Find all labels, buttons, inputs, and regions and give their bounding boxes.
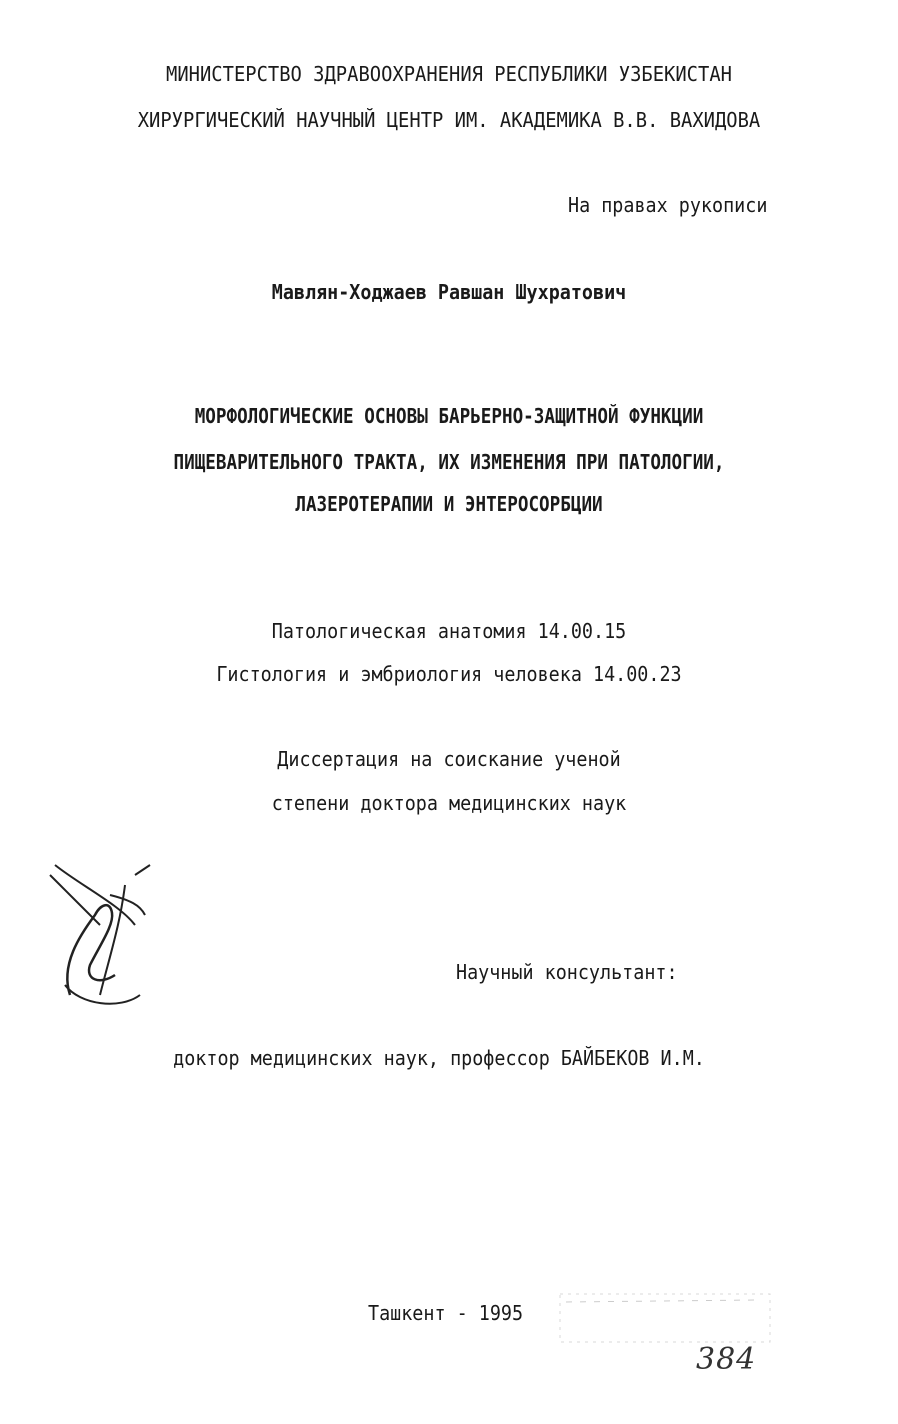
signature-icon bbox=[40, 845, 160, 1015]
consultant-label: Научный консультант: bbox=[456, 960, 678, 984]
title-line-3: ЛАЗЕРОТЕРАПИИ И ЭНТЕРОСОРБЦИИ bbox=[295, 492, 603, 516]
author-name: Мавлян-Ходжаев Равшан Шухратович bbox=[271, 280, 627, 304]
center-header: ХИРУРГИЧЕСКИЙ НАУЧНЫЙ ЦЕНТР ИМ. АКАДЕМИКА В.В. ВАХИДОВА bbox=[137, 108, 761, 132]
place-year: Ташкент - 1995 bbox=[368, 1301, 524, 1325]
manuscript-note: На правах рукописи bbox=[568, 193, 768, 217]
title-line-1: МОРФОЛОГИЧЕСКИЕ ОСНОВЫ БАРЬЕРНО-ЗАЩИТНОЙ ФУНКЦИИ bbox=[194, 404, 704, 428]
title-line-2: ПИЩЕВАРИТЕЛЬНОГО ТРАКТА, ИХ ИЗМЕНЕНИЯ ПРИ ПАТОЛОГИИ, bbox=[173, 450, 725, 474]
specialty-line-2: Гистология и эмбриология человека 14.00.23 bbox=[216, 662, 682, 686]
degree-line-1: Диссертация на соискание ученой bbox=[277, 747, 621, 771]
handwritten-page-number: 384 bbox=[696, 1342, 757, 1377]
consultant-name: доктор медицинских наук, профессор БАЙБЕКОВ И.М. bbox=[173, 1046, 705, 1070]
stamp-smudge-icon bbox=[556, 1288, 776, 1348]
ministry-header: МИНИСТЕРСТВО ЗДРАВООХРАНЕНИЯ РЕСПУБЛИКИ УЗБЕКИСТАН bbox=[166, 62, 732, 86]
specialty-line-1: Патологическая анатомия 14.00.15 bbox=[271, 619, 627, 643]
degree-line-2: степени доктора медицинских наук bbox=[271, 791, 627, 815]
